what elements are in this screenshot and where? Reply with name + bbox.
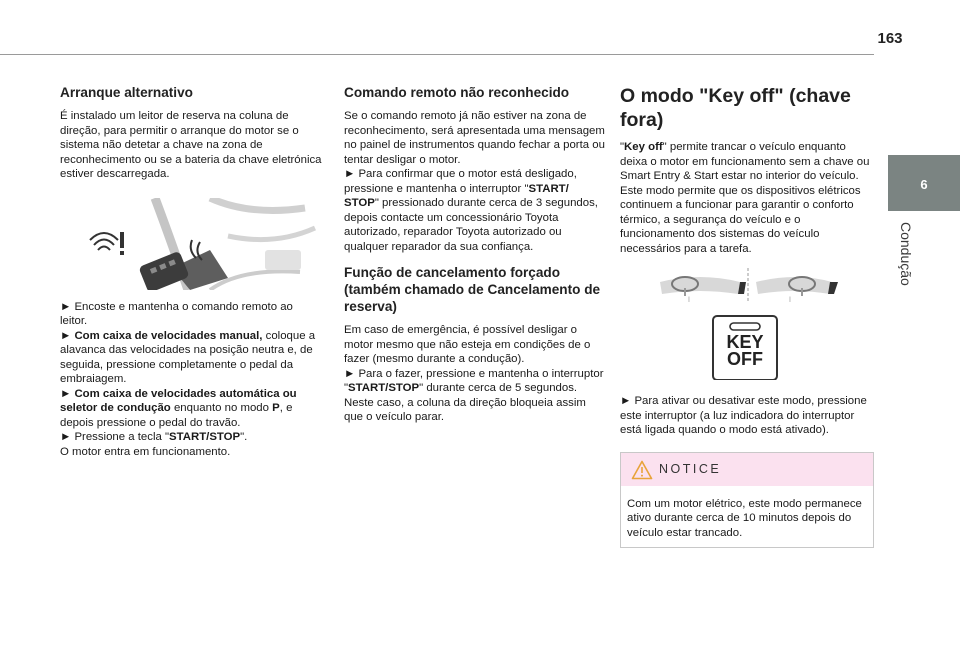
key-off-switch-line2: OFF (727, 349, 763, 369)
key-off-description: Este modo permite que os dispositivos elétricos continuem a funcionar para garantir o conforto térmico, a segurança do veículo e o funcionamento dos sistemas do veículo necessários para a tarefa. (620, 184, 861, 255)
step-automatic-gearbox-rest: , e depois pressione o pedal do travão. (60, 402, 293, 429)
step-hold-start-stop (344, 367, 606, 396)
step-automatic-gearbox-mid: enquanto no modo (170, 402, 273, 414)
engine-starts-text: O motor entra em funcionamento. (60, 445, 231, 458)
notice-header (621, 453, 873, 486)
key-off-intro (620, 140, 875, 184)
step-press-start-stop-post: ". (240, 431, 248, 443)
key-off-switch-line1: KEY (726, 332, 764, 352)
steering-column-reader-illustration (60, 198, 322, 290)
step-hold-key: START/STOP (348, 382, 420, 394)
heading-alternative-start: Arranque alternativo (60, 85, 193, 100)
step-press-start-stop-key: START/STOP (169, 431, 241, 443)
alternative-start-intro: É instalado um leitor de reserva na coluna de direção, para permitir o arranque do motor se o sistema não detetar a chave na zona de reconhecimento ou se a bateria da chave eletrónica estiver descarregada. (60, 110, 322, 180)
step-manual-gearbox-text: coloque a alavanca das velocidades na posição neutra e, de seguida, pressione completamente o pedal da embraiagem. (60, 329, 316, 385)
page-number: 163 (877, 30, 903, 47)
warning-triangle-icon (631, 460, 653, 480)
step-confirm-pre: ► Para confirmar que o motor está desligado, pressione e mantenha o interruptor " (344, 168, 577, 195)
notice-box (620, 452, 874, 549)
key-reader-illustration-svg (60, 198, 322, 290)
step-manual-gearbox-bold: ► Com caixa de velocidades manual, (60, 329, 263, 342)
key-off-intro-bold: Key off (624, 141, 663, 153)
notice-text: Com um motor elétrico, este modo permanece ativo durante cerca de 10 minutos depois do veículo estar trancado. (627, 497, 862, 539)
heading-key-off-mode: O modo "Key off" (chave fora) (620, 85, 851, 131)
step-hold-remote: ► Encoste e mantenha o comando remoto ao leitor. (60, 300, 293, 327)
step-confirm-post: " pressionado durante cerca de 3 segundos, depois contacte um concessionário Toyota autorizado, reparador Toyota autorizado ou qualquer reparador da sua confiança. (344, 197, 598, 253)
key-off-intro-rest: " permite trancar o veículo enquanto deixa o motor em funcionamento sem a chave ou Smart Entry & Start estar no interior do veículo. (620, 141, 870, 182)
key-off-switch-label[interactable] (713, 334, 777, 368)
steering-lock-text: Neste caso, a coluna da direção bloqueia assim que o veículo parar. (344, 396, 586, 423)
chapter-title: Condução (898, 222, 914, 286)
step-press-start-stop (60, 430, 322, 445)
step-confirm-key: START/ STOP (344, 182, 569, 209)
step-hold-post: " durante cerca de 5 segundos. (419, 382, 578, 394)
key-off-intro-quote: " (620, 141, 625, 153)
chapter-number: 6 (920, 177, 928, 192)
step-toggle-key-off: ► Para ativar ou desativar este modo, pressione este interruptor (a luz indicadora do interruptor está ligada quando o modo está ativado). (620, 395, 867, 436)
step-hold-pre: ► Para o fazer, pressione e mantenha o interruptor " (344, 367, 604, 394)
forced-cancel-text: Em caso de emergência, é possível desligar o motor mesmo que não esteja em condições de o fazer (mesmo durante a condução). (344, 324, 591, 365)
heading-remote-not-recognised: Comando remoto não reconhecido (344, 85, 570, 100)
chapter-tab[interactable] (888, 155, 960, 211)
svg-text:l: l (789, 296, 791, 304)
step-automatic-gearbox (60, 387, 322, 431)
step-automatic-gearbox-mode: P (272, 402, 280, 414)
heading-forced-cancel: Função de cancelamento forçado (também chamado de Cancelamento de reserva) (344, 265, 601, 314)
remote-not-recognised-text: Se o comando remoto já não estiver na zona de reconhecimento, será apresentada uma mensagem no painel de instrumentos quando fechar a porta ou tentar desligar o motor. (344, 110, 605, 166)
notice-title: NOTICE (659, 461, 722, 476)
step-confirm-engine-off (344, 167, 606, 254)
column-key-off-mode (620, 84, 875, 548)
key-off-illustration (620, 268, 875, 380)
column-alternative-start (60, 84, 322, 459)
svg-text:l: l (688, 296, 690, 304)
header-divider (0, 54, 874, 55)
column-remote-not-recognised (344, 84, 606, 425)
step-automatic-gearbox-bold: ► Com caixa de velocidades automática ou seletor de condução (60, 387, 297, 414)
step-press-start-stop-pre: ► Pressione a tecla " (60, 431, 170, 443)
step-manual-gearbox (60, 329, 322, 387)
